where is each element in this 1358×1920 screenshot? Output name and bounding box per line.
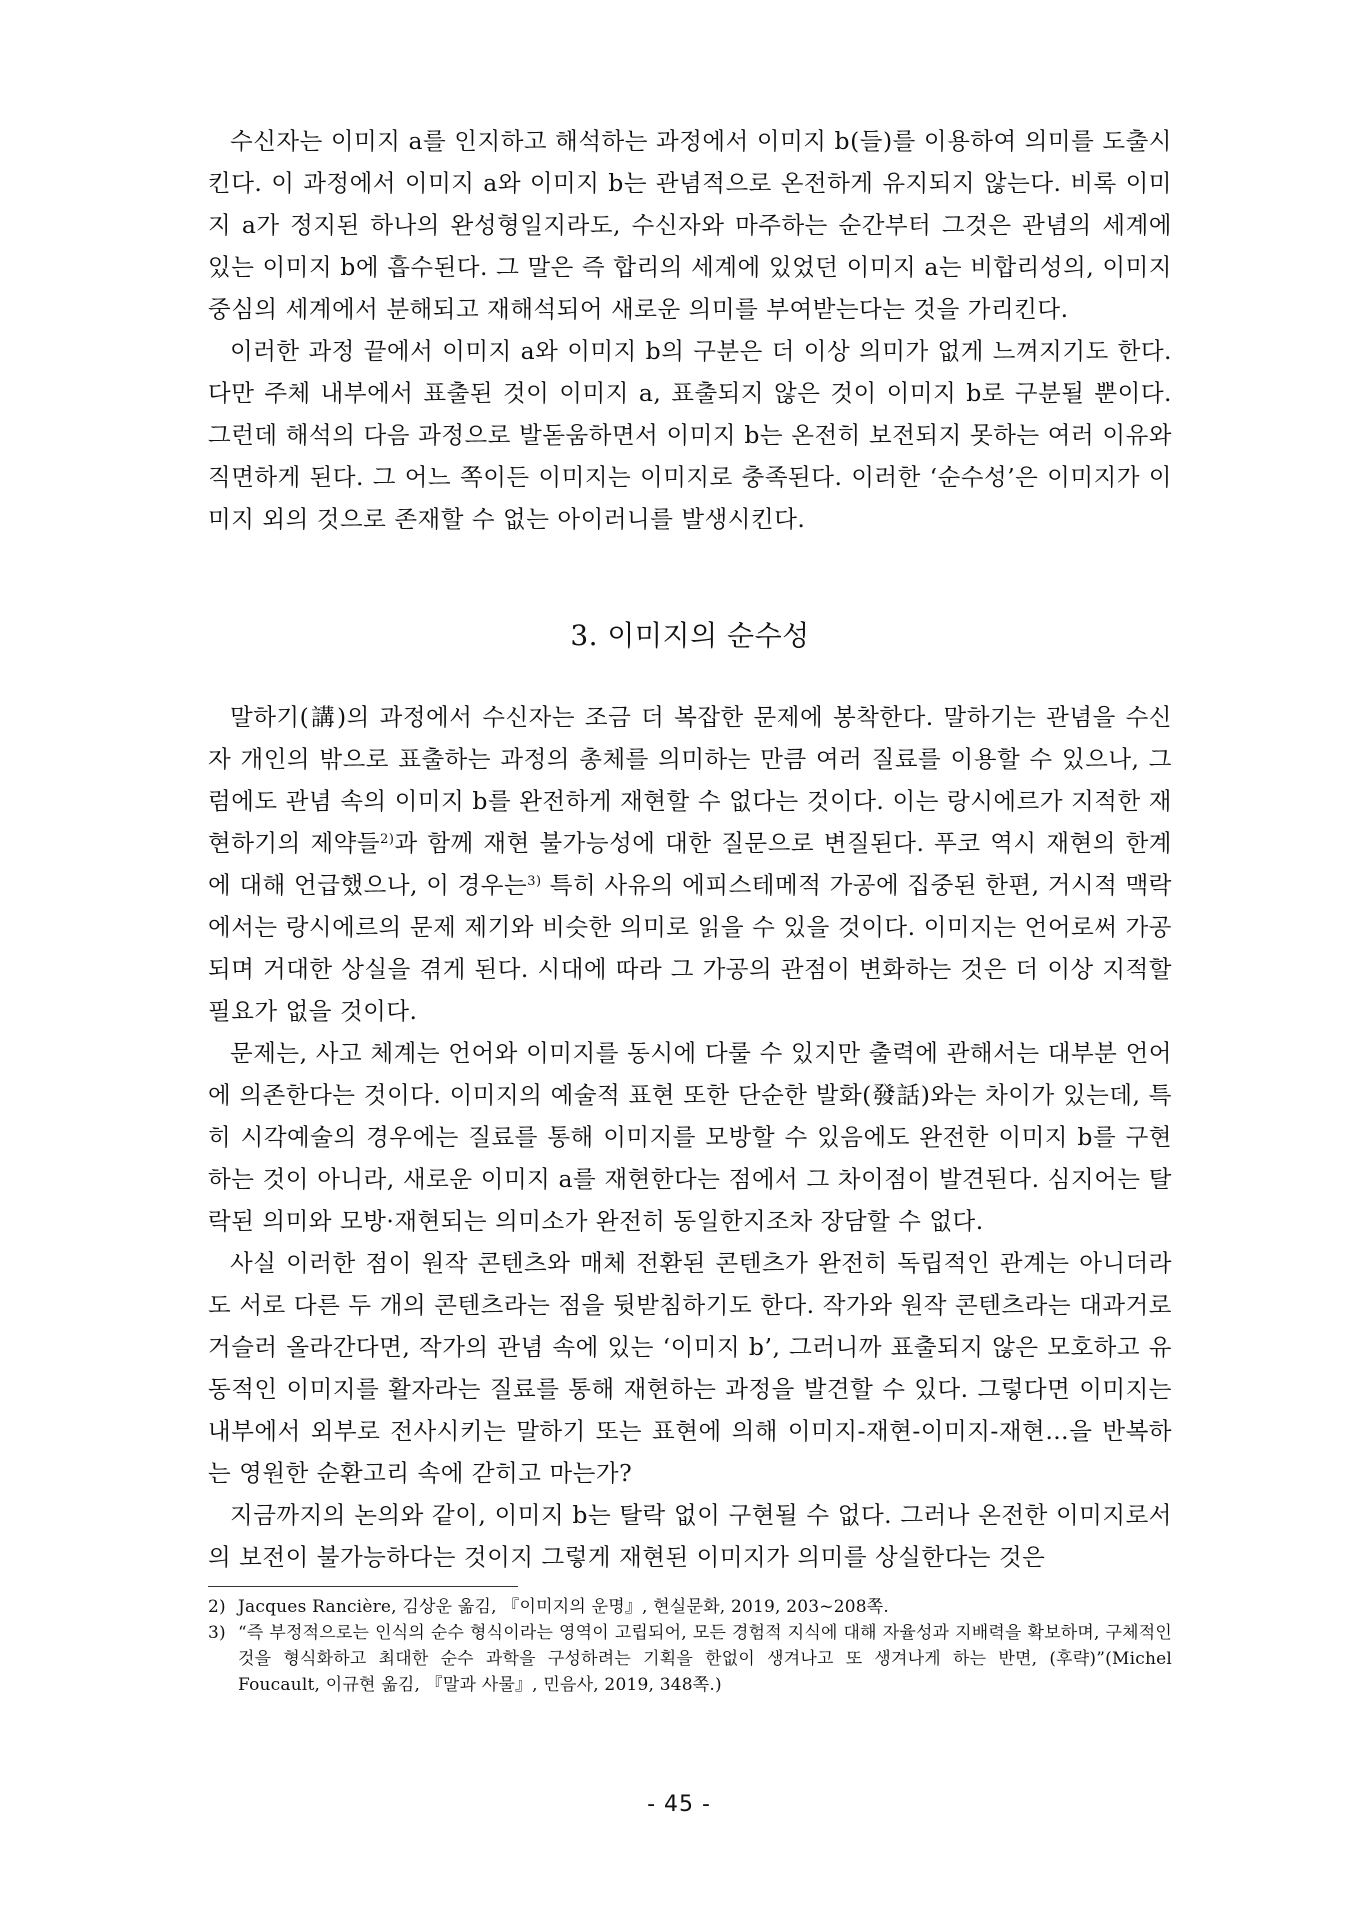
footnote-text: Jacques Rancière, 김상운 옮김, 『이미지의 운명』, 현실문화, 2019, 203~208쪽.: [238, 1597, 889, 1617]
footnote-number: 3): [208, 1623, 226, 1643]
footnote-2: [208, 1594, 1172, 1620]
paragraph: [208, 696, 1172, 1032]
paragraph: 문제는, 사고 체계는 언어와 이미지를 동시에 다룰 수 있지만 출력에 관해서는 대부분 언어에 의존한다는 것이다. 이미지의 예술적 표현 또한 단순한 발화(發話)와는 차이가 있는데, 특히 시각예술의 경우에는 질료를 통해 이미지를 모방할 수 있음에도 완전한 이미지 b를 구현하는 것이 아니라, 새로운 이미지 a를 재현한다는 점에서 그 차이점이 발견된다. 심지어는 탈락된 의미와 모방·재현되는 의미소가 완전히 동일한지조차 장담할 수 없다.: [208, 1039, 1172, 1235]
footnote-ref-2[interactable]: 2): [380, 832, 395, 847]
footnote-separator: [208, 1586, 518, 1587]
section-2-body: [208, 120, 1172, 540]
paragraph: 사실 이러한 점이 원작 콘텐츠와 매체 전환된 콘텐츠가 완전히 독립적인 관계는 아니더라도 서로 다른 두 개의 콘텐츠라는 점을 뒷받침하기도 한다. 작가와 원작 콘텐츠라는 대과거로 거슬러 올라간다면, 작가의 관념 속에 있는 ‘이미지 b’, 그러니까 표출되지 않은 모호하고 유동적인 이미지를 활자라는 질료를 통해 재현하는 과정을 발견할 수 있다. 그렇다면 이미지는 내부에서 외부로 전사시키는 말하기 또는 표현에 의해 이미지-재현-이미지-재현…을 반복하는 영원한 순환고리 속에 갇히고 마는가?: [208, 1249, 1172, 1487]
text-run: 과 함께 재현 불가능성에 대한 질문으로 변질된다. 푸코 역시 재현의 한계에 대해 언급했으나, 이 경우는: [208, 829, 1172, 899]
footnote-text: “즉 부정적으로는 인식의 순수 형식이라는 영역이 고립되어, 모든 경험적 지식에 대해 자율성과 지배력을 확보하며, 구체적인 것을 형식화하고 최대한 순수 과학을 구성하려는 기획을 한없이 생겨나고 또 생겨나게 하는 반면, (후략)”(Michel Foucault, 이규현 옮김, 『말과 사물』, 민음사, 2019, 348쪽.): [238, 1623, 1172, 1695]
footnote-ref-3[interactable]: 3): [527, 874, 542, 889]
text-run: 특히 사유의 에피스테메적 가공에 집중된 한편, 거시적 맥락에서는 랑시에르의 문제 제기와 비슷한 의미로 읽을 수 있을 것이다. 이미지는 언어로써 가공되며 거대한 상실을 겪게 된다. 시대에 따라 그 가공의 관점이 변화하는 것은 더 이상 지적할 필요가 없을 것이다.: [208, 871, 1173, 1025]
text-run: 말하기(講)의 과정에서 수신자는 조금 더 복잡한 문제에 봉착한다. 말하기는 관념을 수신자 개인의 밖으로 표출하는 과정의 총체를 의미하는 만큼 여러 질료를 이용할 수 있으나, 그럼에도 관념 속의 이미지 b를 완전하게 재현할 수 없다는 것이다. 이는 랑시에르가 지적한 재현하기의 제약들: [208, 703, 1172, 857]
footnote-number: 2): [208, 1597, 226, 1617]
section-heading: 3. 이미지의 순수성: [570, 619, 810, 652]
page-number: - 45 -: [647, 1792, 711, 1817]
paragraph: 이러한 과정 끝에서 이미지 a와 이미지 b의 구분은 더 이상 의미가 없게 느껴지기도 한다. 다만 주체 내부에서 표출된 것이 이미지 a, 표출되지 않은 것이 이미지 b로 구분될 뿐이다. 그런데 해석의 다음 과정으로 발돋움하면서 이미지 b는 온전히 보전되지 못하는 여러 이유와 직면하게 된다. 그 어느 쪽이든 이미지는 이미지로 충족된다. 이러한 ‘순수성’은 이미지가 이미지 외의 것으로 존재할 수 없는 아이러니를 발생시킨다.: [208, 337, 1172, 533]
footnotes: [208, 1594, 1172, 1698]
paragraph: 수신자는 이미지 a를 인지하고 해석하는 과정에서 이미지 b(들)를 이용하여 의미를 도출시킨다. 이 과정에서 이미지 a와 이미지 b는 관념적으로 온전하게 유지되지 않는다. 비록 이미지 a가 정지된 하나의 완성형일지라도, 수신자와 마주하는 순간부터 그것은 관념의 세계에 있는 이미지 b에 흡수된다. 그 말은 즉 합리의 세계에 있었던 이미지 a는 비합리성의, 이미지 중심의 세계에서 분해되고 재해석되어 새로운 의미를 부여받는다는 것을 가리킨다.: [208, 127, 1172, 323]
section-3-body: [208, 696, 1172, 1578]
paragraph: 지금까지의 논의와 같이, 이미지 b는 탈락 없이 구현될 수 없다. 그러나 온전한 이미지로서의 보전이 불가능하다는 것이지 그렇게 재현된 이미지가 의미를 상실한다는 것은: [208, 1501, 1172, 1571]
footnote-3: [208, 1620, 1172, 1698]
